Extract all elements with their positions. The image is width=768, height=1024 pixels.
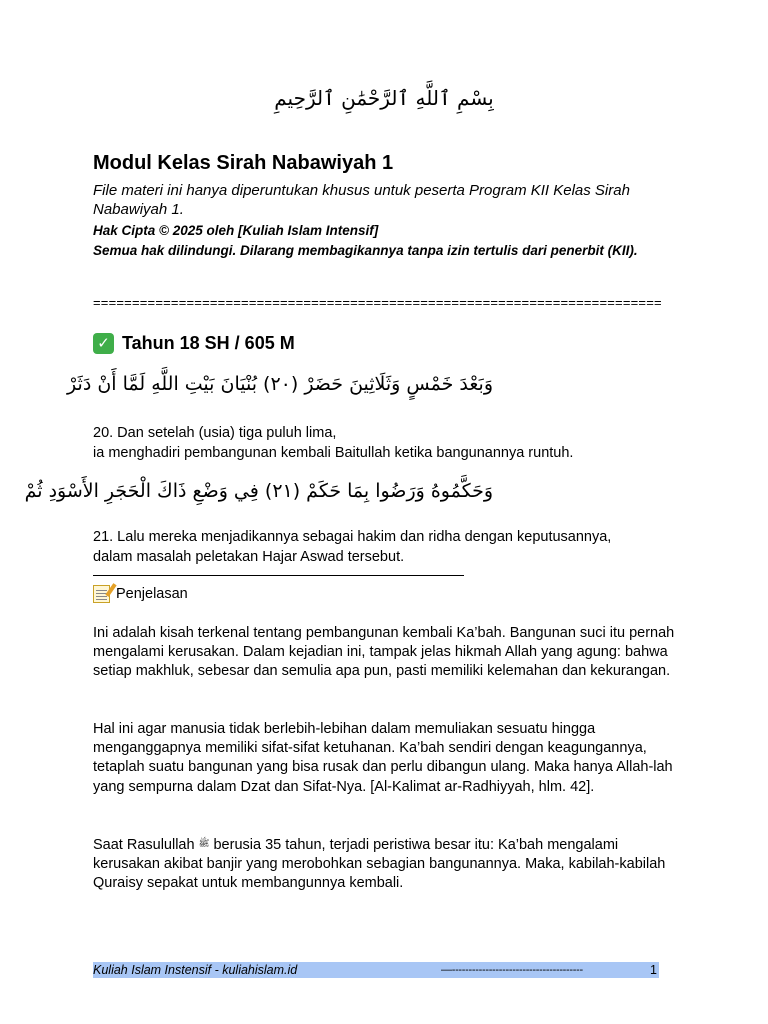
explanation-label: Penjelasan (116, 586, 188, 602)
arabic-verse: وَحَكَّمُوهُ وَرَضُوا بِمَا حَكَمْ (٢١) فِي وَضْعِ ذَاكَ الْحَجَرِ الأَسْوَدِ ثُمْ (24, 480, 493, 502)
check-mark-icon: ✓ (93, 333, 114, 354)
verse-translation (93, 527, 678, 567)
translation-line: dalam masalah peletakan Hajar Aswad tersebut. (93, 549, 405, 565)
arabic-verse: وَبَعْدَ خَمْسٍ وَثَلَاثِينَ حَضَرْ (٢٠) بُنْيَانَ بَيْتِ اللَّهِ لَمَّا أَنْ دَثَرْ (67, 373, 493, 395)
verse-translation (93, 423, 678, 463)
translation-line: ia menghadiri pembangunan kembali Baitullah ketika bangunannya runtuh. (93, 445, 574, 461)
separator-line: ========================================================================= (93, 295, 662, 310)
memo-icon (93, 585, 110, 603)
section-heading-text: Tahun 18 SH / 605 M (122, 333, 295, 353)
page-number: 1 (650, 963, 657, 977)
document-title: Modul Kelas Sirah Nabawiyah 1 (93, 152, 394, 174)
paragraph-text: Saat Rasulullah (93, 837, 199, 853)
translation-line: 21. Lalu mereka menjadikannya sebagai hakim dan ridha dengan keputusannya, (93, 529, 612, 545)
section-heading (93, 333, 678, 354)
document-subtitle: File materi ini hanya diperuntukan khusus untuk peserta Program KII Kelas Sirah Nabawiyah 1. (93, 182, 630, 218)
rights-line: Semua hak dilindungi. Dilarang membagikannya tanpa izin tertulis dari penerbit (KII). (93, 243, 638, 258)
copyright-line: Hak Cipta © 2025 oleh [Kuliah Islam Intensif] (93, 223, 379, 238)
copyright-notice (93, 221, 678, 261)
explanation-heading (93, 585, 678, 603)
paragraph: Hal ini agar manusia tidak berlebih-lebihan dalam memuliakan sesuatu hingga menganggapnya memiliki sifat-sifat ketuhanan. Ka’bah sendiri dengan keagungannya, tetaplah suatu bangunan yang bisa rusak dan perlu dibangun ulang. Maka hanya Allah-lah yang sempurna dalam Dzat dan Sifat-Nya. [Al-Kalimat ar-Radhiyyah, hlm. 42]. (93, 721, 673, 795)
basmalah: بِسْمِ ٱللَّهِ ٱلرَّحْمَٰنِ ٱلرَّحِيمِ (274, 86, 494, 110)
translation-line: 20. Dan setelah (usia) tiga puluh lima, (93, 425, 337, 441)
footer-site-text: Kuliah Islam Instensif - kuliahislam.id (93, 963, 298, 977)
paragraph-text: berusia 35 tahun, terjadi peristiwa besar itu: Ka’bah mengalami kerusakan akibat banjir yang merobohkan sebagian bangunannya. Maka, kabilah-kabilah Quraisy sepakat untuk membangunnya kembali. (93, 837, 666, 892)
footer-dashes: —--------------------------------------- (441, 964, 583, 976)
paragraph: Ini adalah kisah terkenal tentang pembangunan kembali Ka’bah. Bangunan suci itu pernah mengalami kerusakan. Dalam kejadian ini, tampak jelas hikmah Allah yang agung: bahwa setiap makhluk, sebesar dan semulia apa pun, pasti memiliki kelemahan dan kekurangan. (93, 625, 675, 680)
page-footer (93, 962, 659, 978)
salawat-symbol: ﷺ (198, 839, 210, 849)
horizontal-rule (93, 575, 464, 576)
paragraph (93, 835, 678, 894)
